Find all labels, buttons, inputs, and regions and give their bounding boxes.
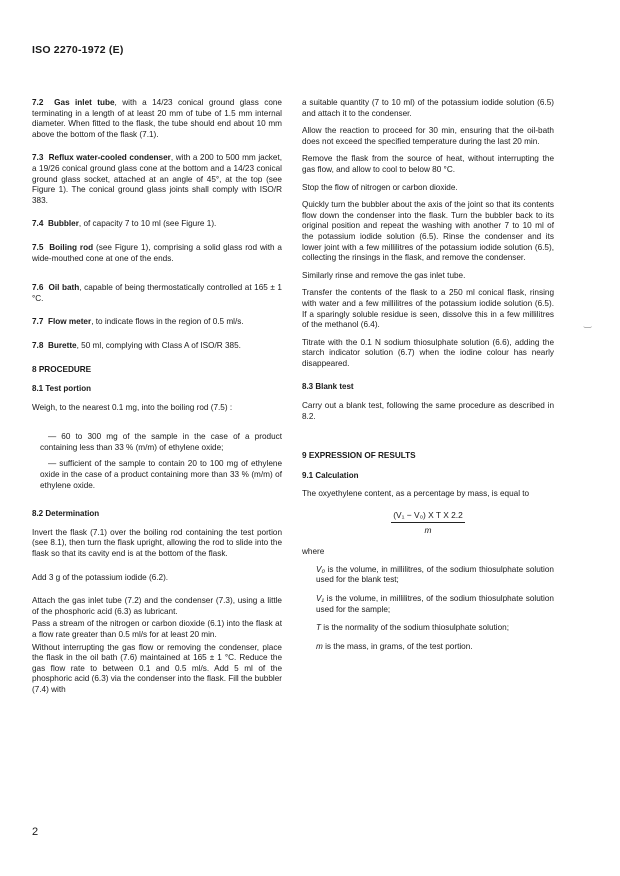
transfer-text: Transfer the contents of the flask to a 250 ml conical flask, rinsing with water and a few millilitres of the potassium iodide solution (6.5). If a sparingly soluble residue is seen, dissolve this in a few millilitres of the methanol (6.4). <box>302 288 554 330</box>
definition-t: T is the normality of the sodium thiosulphate solution; <box>316 623 509 633</box>
weigh-text: Weigh, to the nearest 0.1 mg, into the boiling rod (7.5) : <box>32 402 233 412</box>
formula-denominator: m <box>424 524 432 535</box>
list-item: — sufficient of the sample to contain 20 to 100 mg of ethylene oxide in the case of a product containing more than 33 % (m/m) of ethylene oxide. <box>40 459 282 490</box>
clause-7-3: 7.3 Reflux water-cooled condenser, with a 200 to 500 mm jacket, a 19/26 conical ground glass cone at the bottom and a 14/23 conical ground glass socket, attached at an angle of 45°, at the top (see Figure 1). The conical ground glass joints shall comply with ISO/R 383. <box>32 153 282 205</box>
formula <box>302 510 554 535</box>
formula-numerator: (V₁ − V₀) X T X 2.2 <box>391 510 465 523</box>
clause-7-6: 7.6 Oil bath, capable of being thermostatically controlled at 165 ± 1 °C. <box>32 283 282 303</box>
clause-7-7: 7.7 Flow meter, to indicate flows in the region of 0.5 ml/s. <box>32 317 244 327</box>
invert-text: Invert the flask (7.1) over the boiling rod containing the test portion (see 8.1), then turn the flask upright, allowing the rod to slide into the flask so that its cavity end is at the bottom of the flask. <box>32 527 282 559</box>
definition-m: m is the mass, in grams, of the test portion. <box>316 641 473 651</box>
section-8-3-heading: 8.3 Blank test <box>302 382 354 392</box>
section-9-heading: 9 EXPRESSION OF RESULTS <box>302 451 416 461</box>
left-column <box>32 98 282 703</box>
add-text: Add 3 g of the potassium iodide (6.2). <box>32 572 169 582</box>
page-number: 2 <box>32 826 39 838</box>
clause-7-4: 7.4 Bubbler, of capacity 7 to 10 ml (see Figure 1). <box>32 219 217 229</box>
attach-text: Attach the gas inlet tube (7.2) and the condenser (7.3), using a little of the phosphoric acid (6.3) as lubricant. <box>32 596 282 616</box>
list-item: — 60 to 300 mg of the sample in the case of a product containing less than 33 % (m/m) of ethylene oxide; <box>40 432 282 452</box>
pass-text: Pass a stream of the nitrogen or carbon dioxide (6.1) into the flask at a flow rate greater than 0.5 ml/s for at least 20 min. <box>32 619 282 639</box>
continued-text: a suitable quantity (7 to 10 ml) of the potassium iodide solution (6.5) and attach it to the condenser. <box>302 98 554 118</box>
similarly-text: Similarly rinse and remove the gas inlet tube. <box>302 270 466 280</box>
remove-text: Remove the flask from the source of heat, without interrupting the gas flow, and allow to cool to below 80 °C. <box>302 154 554 174</box>
oxyethylene-text: The oxyethylene content, as a percentage by mass, is equal to <box>302 489 530 499</box>
section-8-1-heading: 8.1 Test portion <box>32 384 91 394</box>
clause-7-8: 7.8 Burette, 50 ml, complying with Class A of ISO/R 385. <box>32 340 241 350</box>
without-text: Without interrupting the gas flow or removing the condenser, place the flask in the oil bath (7.6) maintained at 165 ± 1 °C. Reduce the gas flow rate to between 0.1 and 0.5 ml/s. Add 5 ml of the phosphoric acid (6.3) via the condenser into the flask. Fill the bubbler (7.4) with <box>32 642 282 694</box>
right-column <box>302 98 554 660</box>
quickly-text: Quickly turn the bubbler about the axis of the joint so that its contents flow down the condenser into the flask. Turn the bubbler back to its original position and repeat the washing with another 7 to 10 ml of the potassium iodide solution (6.5). Rinse the condenser and its lower joint with a few millilitres of the potassium iodide solution (6.5), collecting the rinsings in the flask, and remove the condenser. <box>302 200 554 263</box>
section-9-1-heading: 9.1 Calculation <box>302 470 359 480</box>
clause-7-2: 7.2 Gas inlet tube, with a 14/23 conical ground glass cone terminating in a length of at least 20 mm of tube of 1.5 mm internal diameter. When fitted to the flask, the tube should end about 10 mm above the bottom of the flask (7.1). <box>32 98 282 139</box>
document-header: ISO 2270-1972 (E) <box>32 44 124 56</box>
margin-mark: ‿ <box>584 318 592 328</box>
clause-7-5: 7.5 Boiling rod (see Figure 1), comprising a solid glass rod with a wide-mouthed cone at one of the ends. <box>32 242 282 263</box>
definition-v0: V₀ is the volume, in millilitres, of the sodium thiosulphate solution used for the blank test; <box>316 564 554 585</box>
definition-v1: V₁ is the volume, in millilitres, of the sodium thiosulphate solution used for the sample; <box>316 594 554 614</box>
stop-text: Stop the flow of nitrogen or carbon dioxide. <box>302 182 458 192</box>
blank-text: Carry out a blank test, following the same procedure as described in 8.2. <box>302 401 554 421</box>
section-8-2-heading: 8.2 Determination <box>32 509 100 519</box>
where-text: where <box>302 547 325 557</box>
section-8-heading: 8 PROCEDURE <box>32 364 92 374</box>
allow-text: Allow the reaction to proceed for 30 min, ensuring that the oil-bath does not exceed the specified temperature during the last 20 min. <box>302 126 554 146</box>
titrate-text: Titrate with the 0.1 N sodium thiosulphate solution (6.6), adding the starch indicator solution (6.7) when the iodine colour has nearly disappeared. <box>302 337 554 368</box>
